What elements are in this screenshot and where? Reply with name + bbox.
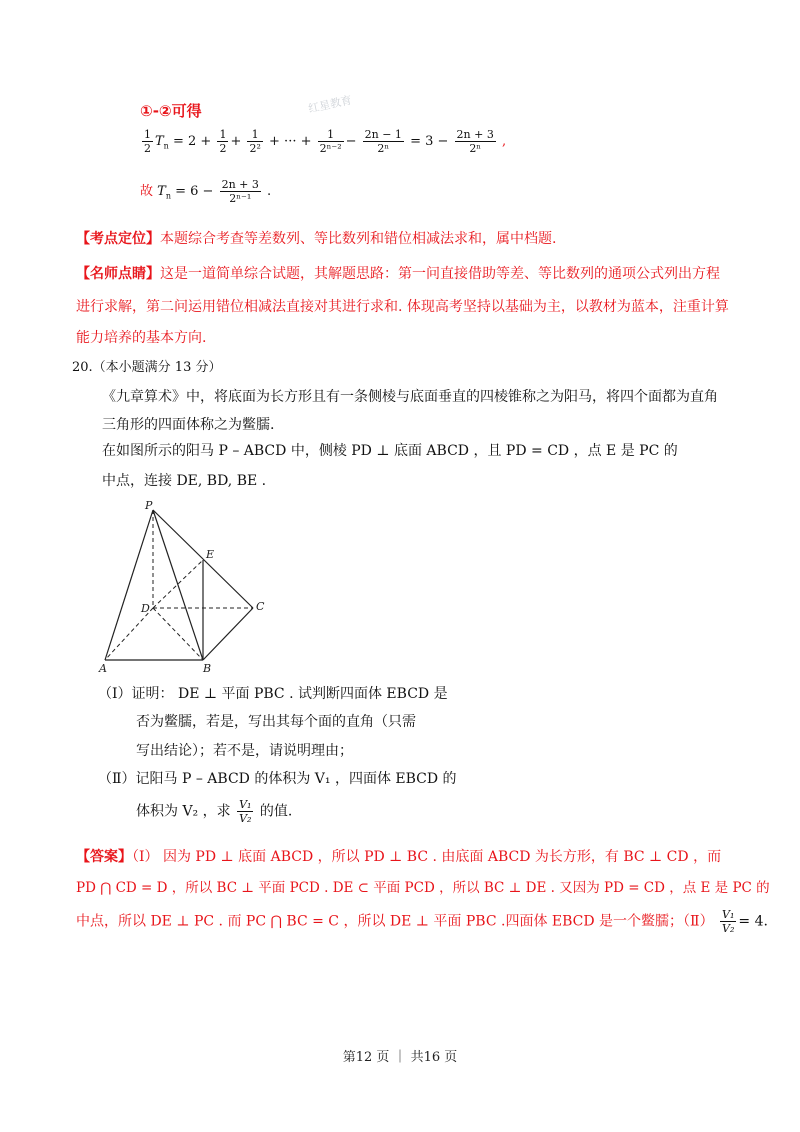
eq2-frac: $\frac{2n + 3}{\text{2ⁿ⁻¹}}$ xyxy=(221,178,259,205)
fragment-title: ①-②可得 xyxy=(140,102,202,120)
mingshi-line-1: 【名师点睛】这是一道简单综合试题，其解题思路：第一问直接借助等差、等比数列的通项公式列出方程 xyxy=(76,266,720,282)
part1-line-1: （Ⅰ）证明： DE ⊥ 平面 PBC . 试判断四面体 EBCD 是 xyxy=(98,686,448,702)
label-C: C xyxy=(256,600,265,613)
problem-line-2: 三角形的四面体称之为鳖臑. xyxy=(102,417,275,433)
eq1-frac-5: $\frac{2n + 3}{\text{2ⁿ}}$ xyxy=(456,128,494,155)
label-P: P xyxy=(145,499,153,512)
edge-BC xyxy=(203,608,253,660)
eq1-lhs-fraction: $\frac{1}{2}$ xyxy=(144,128,151,155)
edge-DA xyxy=(105,608,153,660)
label-A: A xyxy=(99,662,107,675)
mingshi-line-3: 能力培养的基本方向. xyxy=(76,330,207,346)
problem-number: 20.（本小题满分 13 分） xyxy=(72,360,222,375)
problem-line-4: 中点，连接 DE, BD, BE . xyxy=(102,473,267,489)
answer-line-2: PD ⋂ CD = D ，所以 BC ⊥ 平面 PCD . DE ⊂ 平面 PCD ，所以 BC ⊥ DE . 又因为 PD = CD ，点 E 是 PC 的 xyxy=(76,880,770,896)
problem-line-3: 在如图所示的阳马 P – ABCD 中，侧棱 PD ⊥ 底面 ABCD ，且 PD = CD ，点 E 是 PC 的 xyxy=(102,443,678,459)
answer-line-1: 【答案】（Ⅰ） 因为 PD ⊥ 底面 ABCD ，所以 PD ⊥ BC . 由底面 ABCD 为长方形，有 BC ⊥ CD ，而 xyxy=(76,849,722,865)
answer-line-3: 中点，所以 DE ⊥ PC . 而 PC ⋂ BC = C ，所以 DE ⊥ 平面 PBC .四面体 EBCD 是一个鳖臑；（Ⅱ） $\frac{\text{V₁}}{\text{V₂}}$ = 4. xyxy=(76,908,768,935)
part1-line-2: 否为鳖臑，若是，写出其每个面的直角（只需 xyxy=(136,714,416,730)
mingshi-line-2: 进行求解，第二问运用错位相减法直接对其进行求和. 体现高考坚持以基础为主，以教材为蓝本，注重计算 xyxy=(76,299,729,315)
page-footer: 第12 页 ｜ 共16 页 xyxy=(342,1050,458,1065)
label-B: B xyxy=(203,662,212,675)
part2-fraction: $\frac{\text{V₁}}{\text{V₂}}$ xyxy=(239,798,252,825)
label-D: D xyxy=(141,602,150,615)
part2-line-1: （Ⅱ）记阳马 P – ABCD 的体积为 V₁ ，四面体 EBCD 的 xyxy=(98,771,457,787)
equation-1: $\frac{1}{2}$ $T_n = 2$ + $\frac{1}{2}$ + $\frac{1}{\text{2²}}$ + ··· + $\frac{1}{\text{2ⁿ⁻²}}$ − $\frac{2n - 1}{\text{2ⁿ}}$ = 3 − $\frac{2n + 3}{\text{2ⁿ}}$ , xyxy=(144,128,507,155)
equation-2: 故 $T_n = 6$ − $\frac{2n + 3}{\text{2ⁿ⁻¹}}$ . xyxy=(140,178,272,205)
eq1-frac-3: $\frac{1}{\text{2ⁿ⁻²}}$ xyxy=(319,128,342,155)
watermark-text: 红星教育 xyxy=(307,93,353,116)
eq1-frac-4: $\frac{2n - 1}{\text{2ⁿ}}$ xyxy=(364,128,402,155)
pyramid-figure xyxy=(95,498,275,676)
problem-line-1: 《九章算术》中，将底面为长方形且有一条侧棱与底面垂直的四棱锥称之为阳马，将四个面都为直角 xyxy=(102,389,718,405)
part1-line-3: 写出结论）；若不是，请说明理由； xyxy=(136,743,353,759)
eq1-frac-2: $\frac{1}{\text{2²}}$ xyxy=(249,128,261,155)
edge-PA xyxy=(105,510,153,660)
label-E: E xyxy=(206,548,215,561)
answer-fraction: $\frac{\text{V₁}}{\text{V₂}}$ xyxy=(722,908,735,935)
kaodian-line: 【考点定位】本题综合考查等差数列、等比数列和错位相减法求和，属中档题. xyxy=(76,231,557,247)
eq1-frac-1: $\frac{1}{2}$ xyxy=(219,128,227,155)
edge-DB xyxy=(153,608,203,660)
part2-line-2: 体积为 V₂ ，求 $\frac{\text{V₁}}{\text{V₂}}$ 的值. xyxy=(136,798,293,825)
edge-PB xyxy=(153,510,203,660)
